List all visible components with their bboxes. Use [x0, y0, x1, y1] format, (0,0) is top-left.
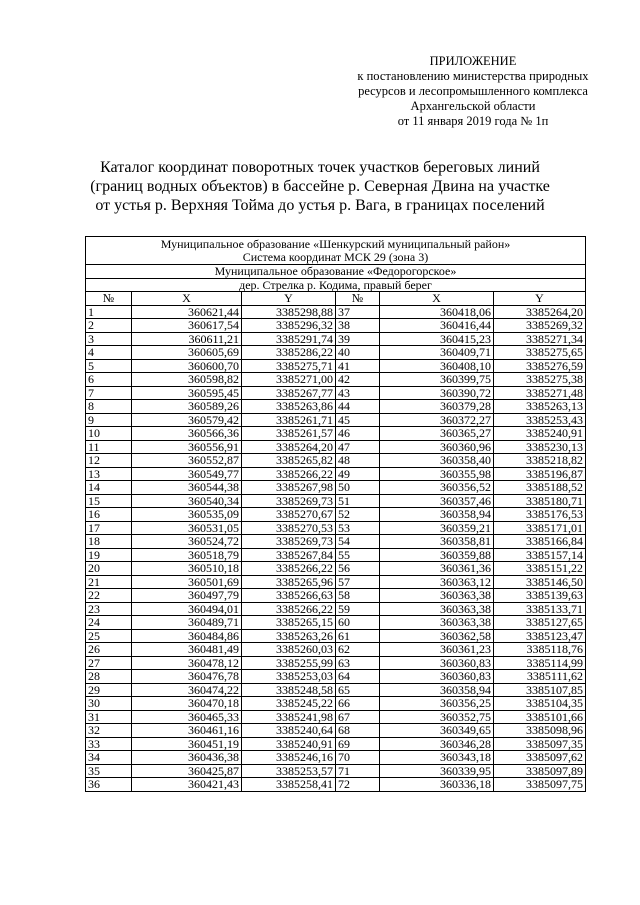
point-number: 12 [86, 454, 132, 468]
x-value: 360510,18 [132, 562, 242, 576]
point-number: 48 [336, 454, 380, 468]
x-value: 360518,79 [132, 548, 242, 562]
table-row [86, 764, 586, 778]
point-number: 67 [336, 710, 380, 724]
point-number: 71 [336, 764, 380, 778]
x-value: 360540,34 [132, 494, 242, 508]
y-value: 3385240,91 [242, 737, 336, 751]
x-value: 360421,43 [132, 778, 242, 792]
col-header-number: № [336, 292, 380, 306]
point-number: 9 [86, 413, 132, 427]
x-value: 360497,79 [132, 589, 242, 603]
x-value: 360361,36 [380, 562, 494, 576]
point-number: 1 [86, 305, 132, 319]
y-value: 3385271,48 [494, 386, 586, 400]
x-value: 360425,87 [132, 764, 242, 778]
point-number: 28 [86, 670, 132, 684]
x-value: 360358,94 [380, 508, 494, 522]
x-value: 360359,88 [380, 548, 494, 562]
y-value: 3385267,84 [242, 548, 336, 562]
y-value: 3385097,35 [494, 737, 586, 751]
point-number: 3 [86, 332, 132, 346]
x-value: 360605,69 [132, 346, 242, 360]
y-value: 3385275,71 [242, 359, 336, 373]
x-value: 360372,27 [380, 413, 494, 427]
col-header-x: X [132, 292, 242, 306]
y-value: 3385269,32 [494, 319, 586, 333]
catalog-title-line: (границ водных объектов) в бассейне р. Северная Двина на участке [90, 178, 550, 195]
point-number: 2 [86, 319, 132, 333]
point-number: 58 [336, 589, 380, 603]
table-row [86, 697, 586, 711]
point-number: 46 [336, 427, 380, 441]
table-row [86, 427, 586, 441]
table-row [86, 386, 586, 400]
table-row [86, 724, 586, 738]
municipality-name: Муниципальное образование «Федорогорское» [86, 265, 586, 279]
x-value: 360600,70 [132, 359, 242, 373]
x-value: 360399,75 [380, 373, 494, 387]
y-value: 3385133,71 [494, 602, 586, 616]
y-value: 3385240,64 [242, 724, 336, 738]
point-number: 63 [336, 656, 380, 670]
point-number: 66 [336, 697, 380, 711]
point-number: 72 [336, 778, 380, 792]
point-number: 62 [336, 643, 380, 657]
table-row [86, 305, 586, 319]
y-value: 3385127,65 [494, 616, 586, 630]
table-row [86, 319, 586, 333]
y-value: 3385276,59 [494, 359, 586, 373]
table-row [86, 643, 586, 657]
point-number: 22 [86, 589, 132, 603]
y-value: 3385263,26 [242, 629, 336, 643]
table-row [86, 535, 586, 549]
district-header [86, 237, 586, 265]
y-value: 3385266,22 [242, 562, 336, 576]
y-value: 3385270,53 [242, 521, 336, 535]
x-value: 360349,65 [380, 724, 494, 738]
y-value: 3385114,99 [494, 656, 586, 670]
point-number: 18 [86, 535, 132, 549]
table-row [86, 562, 586, 576]
point-number: 20 [86, 562, 132, 576]
x-value: 360415,23 [380, 332, 494, 346]
appendix-header [320, 54, 626, 129]
x-value: 360611,21 [132, 332, 242, 346]
table-row [86, 589, 586, 603]
y-value: 3385240,91 [494, 427, 586, 441]
y-value: 3385157,14 [494, 548, 586, 562]
table-row [86, 454, 586, 468]
appendix-title: ПРИЛОЖЕНИЕ [429, 54, 517, 68]
point-number: 33 [86, 737, 132, 751]
table-row [86, 670, 586, 684]
y-value: 3385296,32 [242, 319, 336, 333]
point-number: 45 [336, 413, 380, 427]
table-row [86, 359, 586, 373]
point-number: 4 [86, 346, 132, 360]
x-value: 360481,49 [132, 643, 242, 657]
y-value: 3385253,03 [242, 670, 336, 684]
x-value: 360501,69 [132, 575, 242, 589]
x-value: 360549,77 [132, 467, 242, 481]
col-header-number: № [86, 292, 132, 306]
x-value: 360360,83 [380, 670, 494, 684]
x-value: 360617,54 [132, 319, 242, 333]
point-number: 47 [336, 440, 380, 454]
point-number: 42 [336, 373, 380, 387]
y-value: 3385261,57 [242, 427, 336, 441]
x-value: 360598,82 [132, 373, 242, 387]
x-value: 360356,52 [380, 481, 494, 495]
point-number: 51 [336, 494, 380, 508]
x-value: 360362,58 [380, 629, 494, 643]
x-value: 360489,71 [132, 616, 242, 630]
point-number: 49 [336, 467, 380, 481]
col-header-y: Y [242, 292, 336, 306]
point-number: 32 [86, 724, 132, 738]
column-header-row [86, 292, 586, 306]
x-value: 360339,95 [380, 764, 494, 778]
point-number: 27 [86, 656, 132, 670]
appendix-date: от 11 января 2019 года № 1п [397, 114, 549, 128]
locality-name: дер. Стрелка р. Кодима, правый берег [86, 278, 586, 292]
x-value: 360359,21 [380, 521, 494, 535]
y-value: 3385196,87 [494, 467, 586, 481]
y-value: 3385245,22 [242, 697, 336, 711]
y-value: 3385271,34 [494, 332, 586, 346]
x-value: 360621,44 [132, 305, 242, 319]
y-value: 3385097,62 [494, 751, 586, 765]
point-number: 60 [336, 616, 380, 630]
point-number: 55 [336, 548, 380, 562]
x-value: 360363,38 [380, 589, 494, 603]
x-value: 360579,42 [132, 413, 242, 427]
table-row [86, 710, 586, 724]
x-value: 360360,83 [380, 656, 494, 670]
table-row [86, 400, 586, 414]
municipality-row [86, 265, 586, 279]
x-value: 360552,87 [132, 454, 242, 468]
y-value: 3385180,71 [494, 494, 586, 508]
y-value: 3385269,73 [242, 535, 336, 549]
table-row [86, 413, 586, 427]
y-value: 3385261,71 [242, 413, 336, 427]
x-value: 360361,23 [380, 643, 494, 657]
x-value: 360494,01 [132, 602, 242, 616]
point-number: 52 [336, 508, 380, 522]
x-value: 360595,45 [132, 386, 242, 400]
x-value: 360556,91 [132, 440, 242, 454]
district-header-row [86, 237, 586, 265]
table-row [86, 751, 586, 765]
appendix-line: Архангельской области [410, 99, 536, 113]
y-value: 3385269,73 [242, 494, 336, 508]
point-number: 34 [86, 751, 132, 765]
y-value: 3385241,98 [242, 710, 336, 724]
y-value: 3385275,38 [494, 373, 586, 387]
catalog-title-line: Каталог координат поворотных точек участков береговых линий [100, 159, 540, 176]
x-value: 360589,26 [132, 400, 242, 414]
x-value: 360365,27 [380, 427, 494, 441]
point-number: 16 [86, 508, 132, 522]
point-number: 13 [86, 467, 132, 481]
point-number: 24 [86, 616, 132, 630]
y-value: 3385298,88 [242, 305, 336, 319]
y-value: 3385123,47 [494, 629, 586, 643]
coordinate-system: Система координат МСК 29 (зона 3) [242, 249, 429, 264]
x-value: 360409,71 [380, 346, 494, 360]
y-value: 3385107,85 [494, 683, 586, 697]
point-number: 23 [86, 602, 132, 616]
y-value: 3385258,41 [242, 778, 336, 792]
x-value: 360379,28 [380, 400, 494, 414]
y-value: 3385151,22 [494, 562, 586, 576]
point-number: 35 [86, 764, 132, 778]
point-number: 7 [86, 386, 132, 400]
coordinates-table [85, 236, 586, 792]
point-number: 10 [86, 427, 132, 441]
point-number: 41 [336, 359, 380, 373]
x-value: 360566,36 [132, 427, 242, 441]
x-value: 360355,98 [380, 467, 494, 481]
y-value: 3385246,16 [242, 751, 336, 765]
table-row [86, 616, 586, 630]
x-value: 360357,46 [380, 494, 494, 508]
y-value: 3385291,74 [242, 332, 336, 346]
y-value: 3385139,63 [494, 589, 586, 603]
point-number: 70 [336, 751, 380, 765]
x-value: 360336,18 [380, 778, 494, 792]
point-number: 37 [336, 305, 380, 319]
y-value: 3385266,22 [242, 602, 336, 616]
y-value: 3385264,20 [494, 305, 586, 319]
point-number: 64 [336, 670, 380, 684]
x-value: 360461,16 [132, 724, 242, 738]
point-number: 29 [86, 683, 132, 697]
y-value: 3385264,20 [242, 440, 336, 454]
point-number: 21 [86, 575, 132, 589]
table-row [86, 778, 586, 792]
point-number: 17 [86, 521, 132, 535]
y-value: 3385271,00 [242, 373, 336, 387]
y-value: 3385218,82 [494, 454, 586, 468]
y-value: 3385263,86 [242, 400, 336, 414]
y-value: 3385104,35 [494, 697, 586, 711]
y-value: 3385097,75 [494, 778, 586, 792]
point-number: 25 [86, 629, 132, 643]
y-value: 3385248,58 [242, 683, 336, 697]
x-value: 360451,19 [132, 737, 242, 751]
point-number: 69 [336, 737, 380, 751]
x-value: 360470,18 [132, 697, 242, 711]
x-value: 360343,18 [380, 751, 494, 765]
point-number: 15 [86, 494, 132, 508]
y-value: 3385266,63 [242, 589, 336, 603]
point-number: 31 [86, 710, 132, 724]
y-value: 3385286,22 [242, 346, 336, 360]
y-value: 3385275,65 [494, 346, 586, 360]
table-row [86, 656, 586, 670]
table-row [86, 467, 586, 481]
x-value: 360358,94 [380, 683, 494, 697]
x-value: 360418,06 [380, 305, 494, 319]
col-header-y: Y [494, 292, 586, 306]
x-value: 360358,81 [380, 535, 494, 549]
point-number: 5 [86, 359, 132, 373]
y-value: 3385260,03 [242, 643, 336, 657]
point-number: 39 [336, 332, 380, 346]
table-row [86, 332, 586, 346]
x-value: 360363,12 [380, 575, 494, 589]
table-row [86, 481, 586, 495]
x-value: 360436,38 [132, 751, 242, 765]
table-row [86, 548, 586, 562]
x-value: 360465,33 [132, 710, 242, 724]
y-value: 3385101,66 [494, 710, 586, 724]
y-value: 3385176,53 [494, 508, 586, 522]
x-value: 360484,86 [132, 629, 242, 643]
point-number: 65 [336, 683, 380, 697]
y-value: 3385098,96 [494, 724, 586, 738]
y-value: 3385267,77 [242, 386, 336, 400]
y-value: 3385265,96 [242, 575, 336, 589]
table-row [86, 440, 586, 454]
x-value: 360474,22 [132, 683, 242, 697]
point-number: 68 [336, 724, 380, 738]
table-row [86, 373, 586, 387]
x-value: 360531,05 [132, 521, 242, 535]
x-value: 360390,72 [380, 386, 494, 400]
point-number: 59 [336, 602, 380, 616]
point-number: 43 [336, 386, 380, 400]
x-value: 360356,25 [380, 697, 494, 711]
locality-row [86, 278, 586, 292]
point-number: 36 [86, 778, 132, 792]
table-row [86, 494, 586, 508]
table-row [86, 629, 586, 643]
x-value: 360416,44 [380, 319, 494, 333]
point-number: 53 [336, 521, 380, 535]
y-value: 3385253,43 [494, 413, 586, 427]
y-value: 3385255,99 [242, 656, 336, 670]
x-value: 360478,12 [132, 656, 242, 670]
y-value: 3385253,57 [242, 764, 336, 778]
x-value: 360544,38 [132, 481, 242, 495]
y-value: 3385266,22 [242, 467, 336, 481]
x-value: 360360,96 [380, 440, 494, 454]
x-value: 360363,38 [380, 602, 494, 616]
y-value: 3385267,98 [242, 481, 336, 495]
y-value: 3385111,62 [494, 670, 586, 684]
point-number: 14 [86, 481, 132, 495]
point-number: 54 [336, 535, 380, 549]
y-value: 3385230,13 [494, 440, 586, 454]
y-value: 3385146,50 [494, 575, 586, 589]
table-row [86, 521, 586, 535]
point-number: 8 [86, 400, 132, 414]
y-value: 3385188,52 [494, 481, 586, 495]
y-value: 3385263,13 [494, 400, 586, 414]
appendix-line: ресурсов и лесопромышленного комплекса [358, 84, 588, 98]
x-value: 360408,10 [380, 359, 494, 373]
x-value: 360363,38 [380, 616, 494, 630]
table-row [86, 602, 586, 616]
y-value: 3385097,89 [494, 764, 586, 778]
y-value: 3385265,82 [242, 454, 336, 468]
point-number: 26 [86, 643, 132, 657]
table-row [86, 575, 586, 589]
point-number: 56 [336, 562, 380, 576]
point-number: 38 [336, 319, 380, 333]
table-row [86, 683, 586, 697]
x-value: 360524,72 [132, 535, 242, 549]
x-value: 360535,09 [132, 508, 242, 522]
point-number: 11 [86, 440, 132, 454]
point-number: 30 [86, 697, 132, 711]
district-name: Муниципальное образование «Шенкурский муниципальный район» [160, 236, 511, 251]
appendix-line: к постановлению министерства природных [357, 69, 589, 83]
y-value: 3385118,76 [494, 643, 586, 657]
x-value: 360346,28 [380, 737, 494, 751]
col-header-x: X [380, 292, 494, 306]
point-number: 61 [336, 629, 380, 643]
table-row [86, 737, 586, 751]
table-row [86, 508, 586, 522]
point-number: 50 [336, 481, 380, 495]
x-value: 360352,75 [380, 710, 494, 724]
point-number: 6 [86, 373, 132, 387]
point-number: 40 [336, 346, 380, 360]
y-value: 3385171,01 [494, 521, 586, 535]
y-value: 3385265,15 [242, 616, 336, 630]
point-number: 57 [336, 575, 380, 589]
x-value: 360476,78 [132, 670, 242, 684]
catalog-title [70, 158, 570, 215]
y-value: 3385166,84 [494, 535, 586, 549]
point-number: 19 [86, 548, 132, 562]
table-row [86, 346, 586, 360]
catalog-title-line: от устья р. Верхняя Тойма до устья р. Вага, в границах поселений [95, 197, 545, 214]
x-value: 360358,40 [380, 454, 494, 468]
y-value: 3385270,67 [242, 508, 336, 522]
point-number: 44 [336, 400, 380, 414]
